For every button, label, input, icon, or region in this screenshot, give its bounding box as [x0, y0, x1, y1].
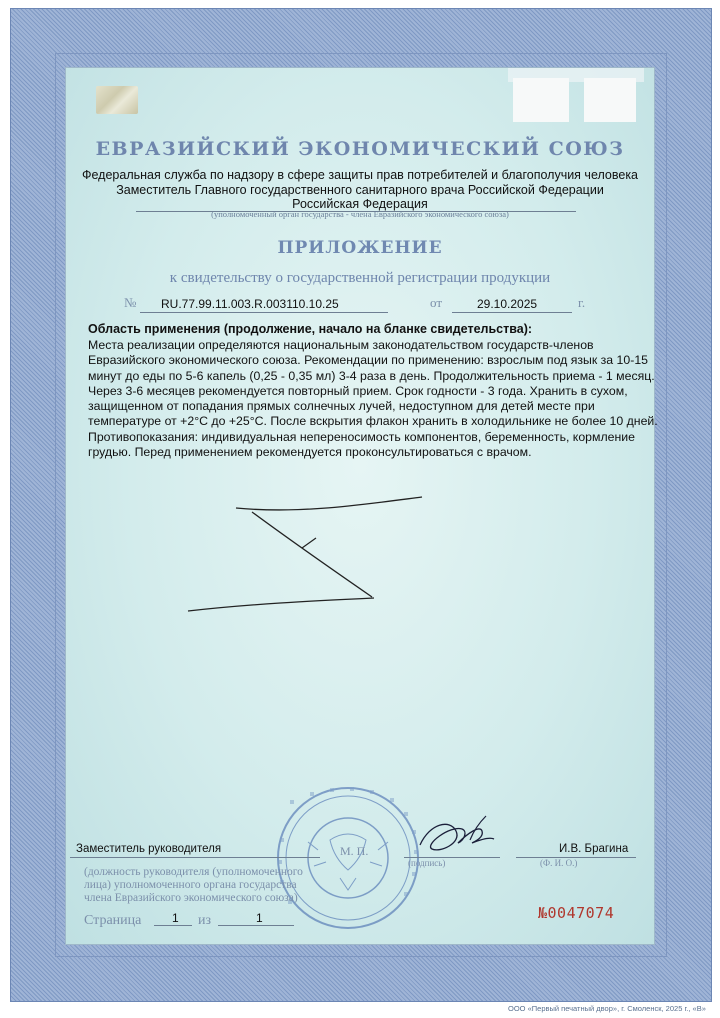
agency-caption: (уполномоченный орган государства - члена Евразийского экономического союза): [211, 209, 509, 219]
agency-line-2: Заместитель Главного государственного санитарного врача Российской Федерации: [116, 183, 604, 197]
signature-hint: (подпись): [408, 858, 446, 868]
date-label: от: [430, 295, 443, 310]
position-hint-line-3: члена Евразийского экономического союза): [84, 892, 298, 904]
signer-name: И.В. Брагина: [559, 843, 629, 855]
year-suffix: г.: [578, 295, 586, 310]
agency-line-1: Федеральная служба по надзору в сфере защиты прав потребителей и благополучия человека: [81, 168, 639, 182]
registration-date: 29.10.2025: [477, 297, 538, 311]
agency-line-3: Российская Федерация: [292, 197, 428, 211]
appendix-subtitle: к свидетельству о государственной регистрации продукции: [169, 270, 551, 286]
page-total: 1: [256, 911, 263, 925]
page-label: Страница: [84, 913, 142, 928]
page-total-underline: [218, 925, 294, 926]
page-current: 1: [172, 911, 179, 925]
registration-number: RU.77.99.11.003.R.003110.10.25: [161, 297, 339, 311]
position-underline: [70, 857, 320, 858]
number-label: №: [124, 295, 137, 310]
printer-imprint: ООО «Первый печатный двор», г. Смоленск, 2025 г., «В»: [508, 1004, 706, 1013]
page-current-underline: [154, 925, 192, 926]
name-hint: (Ф. И. О.): [540, 858, 578, 868]
appendix-title: ПРИЛОЖЕНИЕ: [277, 238, 443, 258]
union-title: ЕВРАЗИЙСКИЙ ЭКОНОМИЧЕСКИЙ СОЮЗ: [95, 138, 625, 160]
position-hint-line-1: (должность руководителя (уполномоченного: [84, 866, 303, 878]
page-of-label: из: [198, 913, 212, 928]
stamp-place-label: М. П.: [340, 844, 369, 858]
section-heading: Область применения (продолжение, начало на бланке свидетельства):: [88, 322, 533, 336]
certificate-serial-number: №0047074: [538, 904, 615, 922]
signer-position: Заместитель руководителя: [76, 843, 222, 855]
position-hint-line-2: лица) уполномоченного органа государства: [84, 879, 297, 891]
section-body: Места реализации определяются национальным законодательством государств-членов Евразийского экономического союза. Рекомендации по применению: взрослым под язык за 10-15 минут до еды по 5-6 капель (0,25 - 0,35 мл) 3-4 раза в день. Продолжительность приема - 1 месяц. Через 3-6 месяцев рекомендуется повторный прием. Срок годности - 3 года. Хранить в сухом, защищенном от попадания прямых солнечных лучей, недоступном для детей месте при температуре от +2°С до +25°С. После вскрытия флакон хранить в холодильнике не более 10 дней. Противопоказания: индивидуальная непереносимость компонентов, беременность, кормление грудью. Перед применением рекомендуется проконсультироваться с врачом.: [88, 338, 658, 460]
